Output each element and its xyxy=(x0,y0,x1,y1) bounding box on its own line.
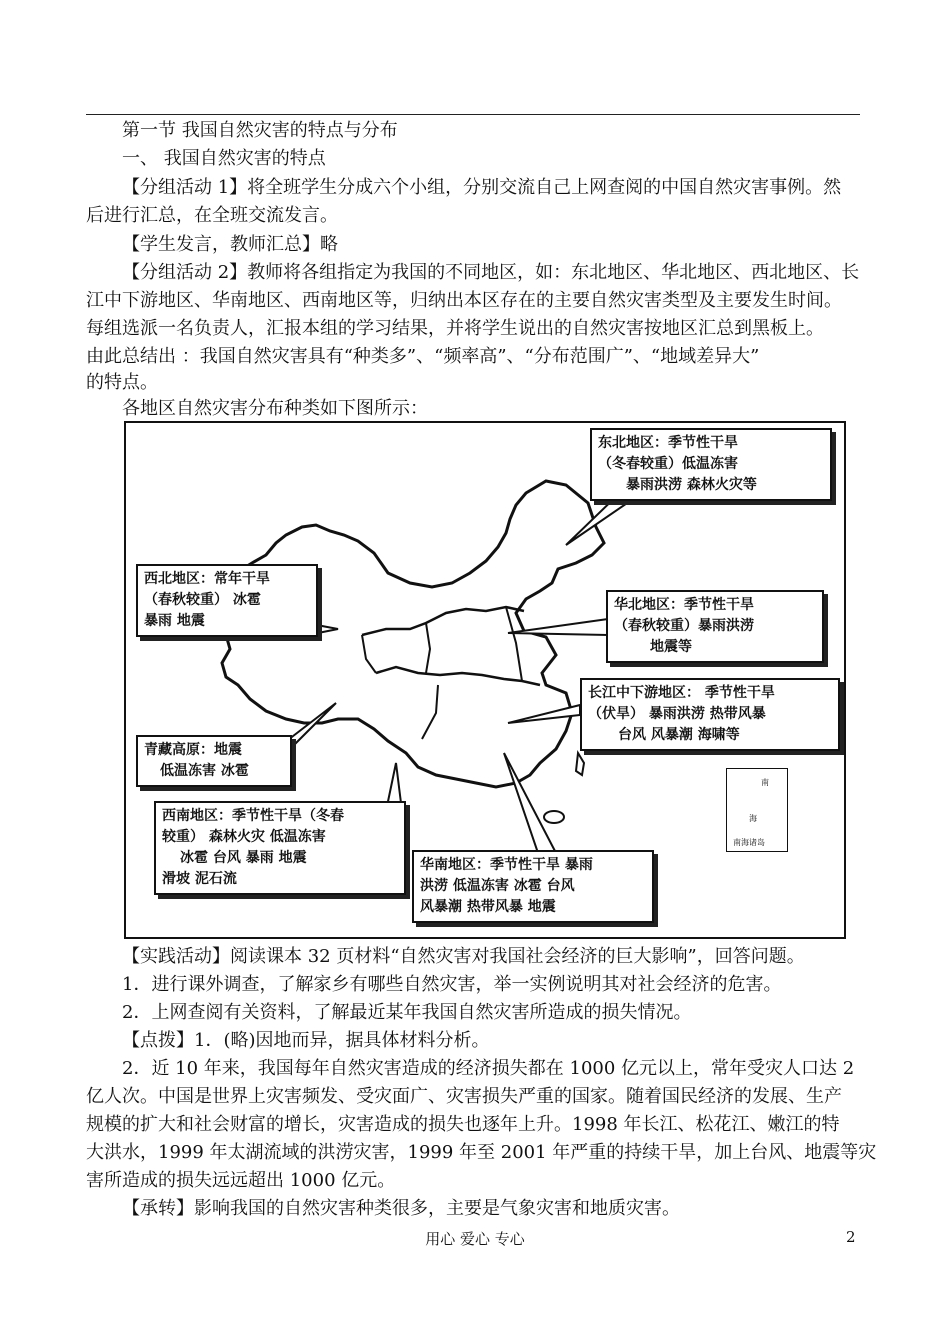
callout-line: 东北地区：季节性干旱 xyxy=(598,435,738,451)
paragraph-line: 2．近 10 年来，我国每年自然灾害造成的经济损失都在 1000 亿元以上，常年受灾人口达 2 xyxy=(122,1058,855,1079)
callout-line: 华南地区：季节性干旱 暴雨 xyxy=(420,857,593,873)
callout-line: 台风 风暴潮 海啸等 xyxy=(618,727,740,743)
inset-label: 海 xyxy=(749,814,757,823)
callout-line: 华北地区：季节性干旱 xyxy=(614,597,754,613)
paragraph-line: 由此总结出 ：我国自然灾害具有“种类多”、“频率高”、“分布范围广”、“地域差异大” xyxy=(86,346,760,367)
callout-line: 暴雨 地震 xyxy=(144,613,205,629)
callout-line: 西南地区：季节性干旱（冬春 xyxy=(162,808,344,824)
callout-line: 冰雹 台风 暴雨 地震 xyxy=(180,850,307,866)
paragraph-line: 亿人次。中国是世界上灾害频发、受灾面广、灾害损失严重的国家。随着国民经济的发展、生产 xyxy=(86,1086,842,1107)
callout-south-china xyxy=(412,850,654,923)
paragraph-line: 【分组活动 2】教师将各组指定为我国的不同地区，如：东北地区、华北地区、西北地区、长 xyxy=(122,262,860,283)
footer-motto: 用心 爱心 专心 xyxy=(425,1230,525,1248)
paragraph-line: 2．上网查阅有关资料，了解最近某年我国自然灾害所造成的损失情况。 xyxy=(122,1002,692,1023)
paragraph-line: 大洪水，1999 年太湖流域的洪涝灾害，1999 年至 2001 年严重的持续干旱，加上台风、地震等灾 xyxy=(86,1142,877,1163)
callout-line: （冬春较重）低温冻害 xyxy=(598,456,738,472)
callout-north-china xyxy=(606,590,824,663)
inset-label: 南 xyxy=(761,778,769,787)
callout-line: 青藏高原：地震 xyxy=(144,742,242,758)
callout-yangtze xyxy=(580,678,840,751)
callout-northwest xyxy=(136,564,318,637)
callout-southwest xyxy=(154,801,406,895)
paragraph-line: 规模的扩大和社会财富的增长，灾害造成的损失也逐年上升。1998 年长江、松花江、嫩江的特 xyxy=(86,1114,840,1135)
paragraph-line: 的特点。 xyxy=(86,372,158,393)
callout-qinghai-tibet xyxy=(136,735,292,787)
paragraph-line: 【分组活动 1】将全班学生分成六个小组，分别交流自己上网查阅的中国自然灾害事例。然 xyxy=(122,177,842,198)
callout-line: 低温冻害 冰雹 xyxy=(160,763,249,779)
callout-line: （春秋较重） 冰雹 xyxy=(144,592,261,608)
callout-line: 暴雨洪涝 森林火灾等 xyxy=(626,477,757,493)
callout-line: 西北地区：常年干旱 xyxy=(144,571,270,587)
callout-line: 较重） 森林火灾 低温冻害 xyxy=(162,829,326,845)
paragraph-line: 每组选派一名负责人，汇报本组的学习结果，并将学生说出的自然灾害按地区汇总到黑板上。 xyxy=(86,318,824,339)
south-china-sea-inset xyxy=(726,768,788,852)
paragraph-line: 【学生发言，教师汇总】略 xyxy=(122,234,338,255)
disaster-distribution-map xyxy=(124,421,846,939)
callout-line: （伏旱） 暴雨洪涝 热带风暴 xyxy=(588,706,766,722)
callout-line: 滑坡 泥石流 xyxy=(162,871,237,887)
paragraph-line: 害所造成的损失远远超出 1000 亿元。 xyxy=(86,1170,396,1191)
paragraph-line: 江中下游地区、华南地区、西南地区等，归纳出本区存在的主要自然灾害类型及主要发生时间。 xyxy=(86,290,842,311)
inset-label: 南海诸岛 xyxy=(733,838,765,847)
callout-line: 地震等 xyxy=(650,639,692,655)
paragraph-line: 【点拨】1．(略)因地而异，据具体材料分析。 xyxy=(122,1030,490,1051)
callout-line: （春秋较重）暴雨洪涝 xyxy=(614,618,754,634)
callout-line: 风暴潮 热带风暴 地震 xyxy=(420,899,556,915)
page-number: 2 xyxy=(846,1228,856,1246)
paragraph-line: 【实践活动】阅读课本 32 页材料“自然灾害对我国社会经济的巨大影响”，回答问题。 xyxy=(122,946,805,967)
section-title: 第一节 我国自然灾害的特点与分布 xyxy=(122,120,398,141)
callout-line: 洪涝 低温冻害 冰雹 台风 xyxy=(420,878,575,894)
paragraph-line: 1．进行课外调查，了解家乡有哪些自然灾害，举一实例说明其对社会经济的危害。 xyxy=(122,974,782,995)
header-rule xyxy=(86,114,860,115)
figure-caption: 各地区自然灾害分布种类如下图所示： xyxy=(122,398,428,419)
paragraph-line: 后进行汇总，在全班交流发言。 xyxy=(86,205,338,226)
callout-northeast xyxy=(590,428,832,501)
subsection-title: 一、 我国自然灾害的特点 xyxy=(122,148,326,169)
paragraph-line: 【承转】影响我国的自然灾害种类很多，主要是气象灾害和地质灾害。 xyxy=(122,1198,680,1219)
callout-line: 长江中下游地区： 季节性干旱 xyxy=(588,685,775,701)
